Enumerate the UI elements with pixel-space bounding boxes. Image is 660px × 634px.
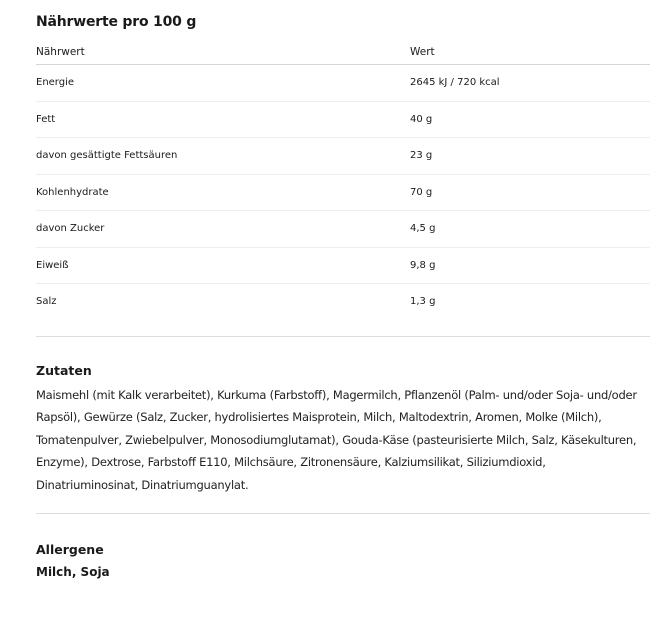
nutrient-name: Salz — [36, 296, 57, 308]
table-row — [36, 138, 650, 175]
nutrient-value: 40 g — [410, 101, 650, 138]
table-row — [36, 247, 650, 284]
ingredients-title: Zutaten — [36, 362, 92, 378]
table-row — [36, 211, 650, 248]
nutrient-name: davon Zucker — [36, 211, 410, 248]
nutrition-title: Nährwerte pro 100 g — [36, 14, 197, 30]
nutrient-name: davon gesättigte Fettsäuren — [36, 138, 410, 175]
nutrient-value: 2645 kJ / 720 kcal — [410, 65, 650, 102]
table-row — [36, 284, 650, 320]
allergens-title: Allergene — [36, 542, 104, 558]
nutrient-name: Kohlenhydrate — [36, 174, 410, 211]
section-divider — [36, 336, 650, 337]
nutrient-value: 9,8 g — [410, 247, 650, 284]
allergens-text: Milch, Soja — [36, 565, 110, 580]
nutrient-value: 23 g — [410, 138, 650, 175]
nutrient-name: Energie — [36, 65, 410, 102]
column-header-nutrient: Nährwert — [36, 40, 410, 65]
table-row — [36, 101, 650, 138]
nutrition-table — [36, 40, 650, 320]
nutrient-value: 4,5 g — [410, 211, 650, 248]
table-header-row — [36, 40, 650, 65]
table-row — [36, 174, 650, 211]
ingredients-text: Maismehl (mit Kalk verarbeitet), Kurkuma (Farbstoff), Magermilch, Pflanzenöl (Palm- und/oder Soja- und/oder Rapsöl), Gewürze (Salz, Zucker, hydrolisiertes Maisprotein, Milch, Maltodextrin, Aromen, Molke (Milch), Tomatenpulver, Zwiebelpulver, Monosodiumglutamat), Gouda-Käse (pasteurisierte Milch, Salz, Käsekulturen, Enzyme), Dextrose, Farbstoff E110, Milchsäure, Zitronensäure, Kalziumsilikat, Siliziumdioxid, Dinatriuminosinat, Dinatriumguanylat. — [36, 387, 637, 492]
column-header-value: Wert — [410, 40, 650, 65]
nutrient-value: 70 g — [410, 174, 650, 211]
nutrient-value: 1,3 g — [410, 296, 436, 308]
section-divider — [36, 513, 650, 514]
nutrient-name: Fett — [36, 101, 410, 138]
nutrient-name: Eiweiß — [36, 247, 410, 284]
table-row — [36, 65, 650, 102]
